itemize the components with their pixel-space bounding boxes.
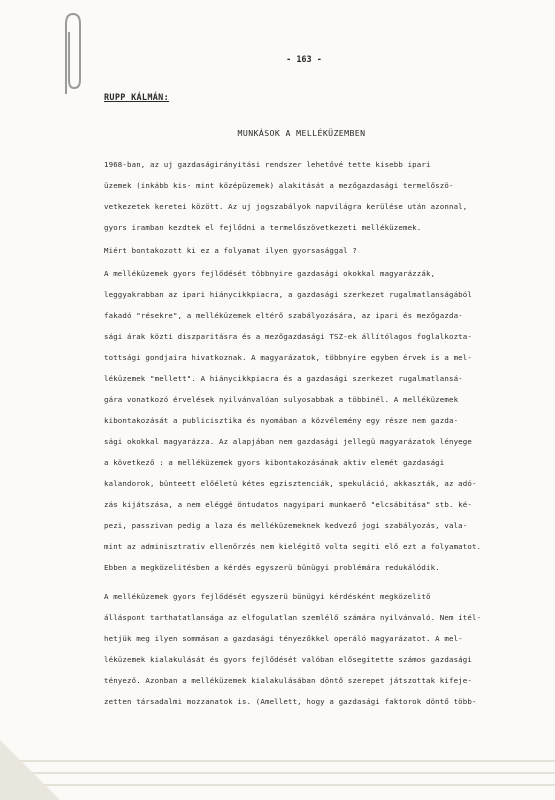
text-line: gyors iramban kezdtek el fejlődni a termelőszövetkezeti melléküzemek. bbox=[104, 223, 422, 232]
text-line: tényező. Azonban a melléküzemek kialakulásában döntő szerepet játszottak kifeje- bbox=[104, 676, 472, 685]
stacked-page-edge bbox=[0, 772, 555, 774]
text-line: Ebben a megközelitésben a kérdés egyszerü bünügyi problémára redukálódik. bbox=[104, 563, 440, 572]
text-line: kalandorok, bünteett előéletü kétes egzisztenciák, spekuláció, akkaszták, az adó- bbox=[104, 479, 477, 488]
text-line: kibontakozását a publicisztika és nyomában a közvélemény egy része nem gazda- bbox=[104, 416, 459, 425]
text-line: Miért bontakozott ki ez a folyamat ilyen gyorsasággal ? bbox=[104, 246, 357, 255]
page-number: - 163 - bbox=[286, 55, 322, 65]
text-line: léküzemek "mellett". A hiánycikkpiacra és a gazdasági szerkezet rugalmatlansá- bbox=[104, 374, 463, 383]
text-line: pezi, passzivan pedig a laza és melléküzemeknek kedvező jogi szabályozás, vala- bbox=[104, 521, 468, 530]
author-name: RUPP KÁLMÁN: bbox=[104, 93, 170, 103]
folded-corner bbox=[0, 740, 60, 800]
text-line: vetkezetek keretei között. Az uj jogszabályok napvilágra kerülése után azonnal, bbox=[104, 202, 468, 211]
stacked-page-edge bbox=[0, 784, 555, 786]
paperclip-icon bbox=[58, 10, 88, 100]
text-line: léküzemek kialakulását és gyors fejlődését valóban elősegitette számos gazdasági bbox=[104, 655, 472, 664]
text-line: sági okokkal magyarázza. Az alapjában nem gazdasági jellegü magyarázatok lényege bbox=[104, 437, 472, 446]
text-line: A melléküzemek gyors fejlődését többnyire gazdasági okokkal magyarázzák, bbox=[104, 269, 436, 278]
text-line: 1968-ban, az uj gazdaságirányitási rendszer lehetővé tette kisebb ipari bbox=[104, 160, 431, 169]
text-line: a következő : a melléküzemek gyors kibontakozásának aktiv elemét gazdasági bbox=[104, 458, 445, 467]
text-line: leggyakrabban az ipari hiánycikkpiacra, a gazdasági szerkezet rugalmatlanságából bbox=[104, 290, 472, 299]
text-line: sági árak közti diszparitásra és a mezőgazdasági TSZ-ek állítólagos foglalkozta- bbox=[104, 332, 472, 341]
stacked-page-edge bbox=[0, 760, 555, 762]
text-line: tottsági gondjaira hivatkoznak. A magyarázatok, többnyire egyben érvek is a mel- bbox=[104, 353, 472, 362]
text-line: gára vonatkozó érvelések nyilvánvalóan sulyosabbak a többinél. A melléküzemek bbox=[104, 395, 459, 404]
document-title: MUNKÁSOK A MELLÉKÜZEMBEN bbox=[237, 128, 366, 138]
text-line: zás kijátszása, a nem eléggé öntudatos nagyipari munkaerő "elcsábitása" stb. ké- bbox=[104, 500, 472, 509]
text-line: álláspont tarthatatlansága az elfogulatlan szemlélő számára nyilvánvaló. Nem ítél- bbox=[104, 613, 482, 622]
text-line: fakadó "résekre", a melléküzemek eltérő szabályozására, az ipari és mezőgazda- bbox=[104, 311, 463, 320]
text-line: üzemek (inkább kis- mint középüzemek) alakitását a mezőgazdasági termelőszö- bbox=[104, 181, 454, 190]
text-line: A melléküzemek gyors fejlődését egyszerü bünügyi kérdésként megközelitő bbox=[104, 592, 431, 601]
text-line: mint az adminisztrativ ellenőrzés nem kielégitő volta segiti elő ezt a folyamatot. bbox=[104, 542, 482, 551]
text-line: zetten társadalmi mozzanatok is. (Amellett, hogy a gazdasági faktorok döntő több- bbox=[104, 697, 477, 706]
text-line: hetjük meg ilyen sommásan a gazdasági tényezőkkel operáló magyarázatot. A mel- bbox=[104, 634, 463, 643]
